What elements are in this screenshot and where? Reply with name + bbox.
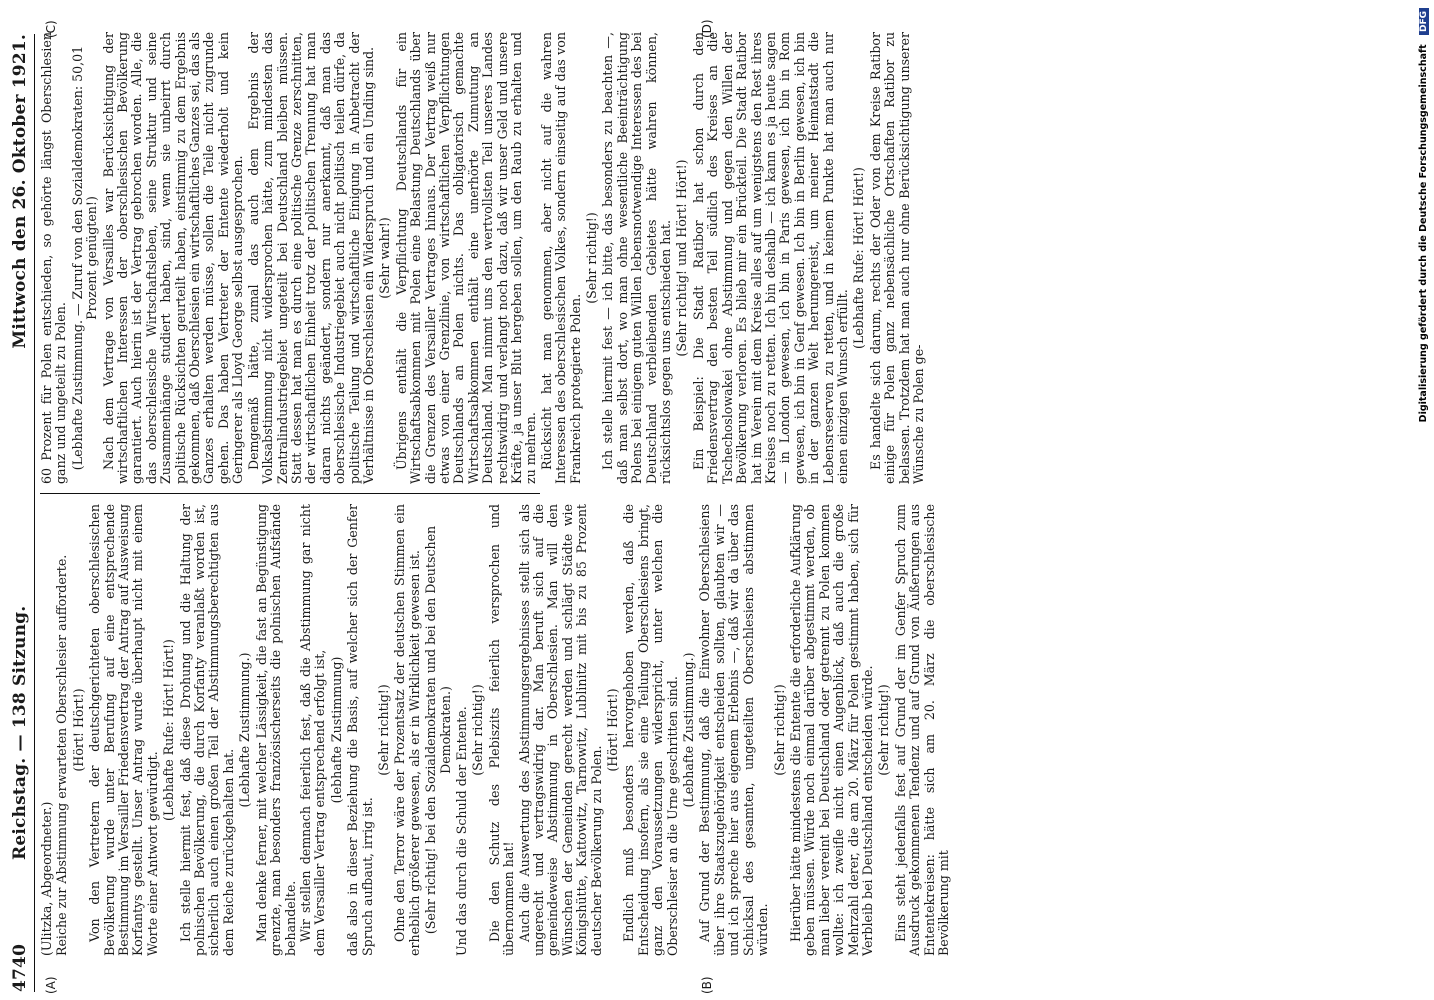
interjection: (Sehr richtig!) bbox=[470, 684, 486, 776]
interjection: (Sehr richtig!) bbox=[375, 684, 391, 776]
right-text-column bbox=[40, 32, 927, 484]
paragraph: Von den Vertretern der deutschgerichteten oberschlesischen Bevölkerung wurde unter Berufung auf eine entsprechende Bestimmung im Versailler Friedensvertrag der Antrag auf Ausweisung Korfantys gestellt. Unser Antrag wurde überhaupt nicht mit einem Worte einer Antwort gewürdigt. bbox=[87, 504, 160, 956]
paragraph: daß also in dieser Beziehung die Basis, auf welcher sich der Genfer Spruch aufbaut, irrig ist. bbox=[345, 504, 375, 956]
paragraph: Endlich muß besonders hervorgehoben werden, daß die Entscheidung insofern, als sie eine Teilung Oberschlesiens bringt, ganz den Voraussetzungen widerspricht, unter welchen die Oberschlesier an die Urne geschritten sind. bbox=[621, 504, 680, 956]
interjection: (Lebhafte Zustimmung.) bbox=[237, 652, 253, 808]
interjection: (Lebhafte Zustimmung.) bbox=[681, 652, 697, 808]
left-text-column bbox=[40, 504, 952, 956]
dfg-logo: DFG bbox=[1419, 8, 1429, 35]
margin-marker-c: (C) bbox=[44, 20, 58, 38]
paragraph: Ein Beispiel: Die Stadt Ratibor hat schon durch den Friedensvertrag den besten Teil südlich des Kreises an die Tschechoslowakei ohne Abstimmung und gegen den Willen der Bevölkerung verloren. Es blieb mir ein Brückteil. Die Stadt Ratibor hat im Verein mit dem Kreise alles auf um wenigstens den Rest ihres Kreises noch zu retten. Ich bin deshalb — ich kann es ja heute sagen — in London gewesen, ich bin in Paris gewesen, ich bin in Rom gewesen, ich bin in Genf gewesen. Ich bin in Berlin gewesen, ich bin in der ganzen Welt herumgereist, um meiner Heimatstadt die Lebensreserven zu retten, und in keinem Punkte hat man auch nur einen einzigen Wunsch erfüllt. bbox=[690, 32, 850, 484]
paragraph: Es handelte sich darum, rechts der Oder von dem Kreise Ratibor einige für Polen ganz nebensächliche Ortschaften Ratibor zu belassen. Trotzdem hat man auch nur ohne Berücksichtigung unserer Wünsche zu Polen ge- bbox=[867, 32, 926, 484]
paragraph: Auch die Auswertung des Abstimmungsergebnisses stellt sich als ungerecht und vertragswidrig dar. Man beruft sich auf die gemeindeweise Abstimmung in Oberschlesien. Man will den Wünschen der Gemeinden gerecht werden und schlägt Städte wie Königshütte, Kattowitz, Tarnowitz, Lublinitz mit bis zu 85 Prozent deutscher Bevölkerung zu Polen. bbox=[516, 504, 604, 956]
session-title: Reichstag. — 138 Sitzung. bbox=[10, 605, 30, 860]
paragraph: Die den Schutz des Plebiszits feierlich versprochen und übernommen hat! bbox=[486, 504, 517, 956]
paragraph: Auf Grund der Bestimmung, daß die Einwohner Oberschlesiens über ihre Staatszugehörigkeit entscheiden sollten, glaubten wir — und ich spreche hier aus eigenem Erlebnis —, daß wir da über das Schicksal des gesamten, ungeteilten Oberschlesiens abstimmen würden. bbox=[697, 504, 771, 956]
paragraph: Hierüber hätte mindestens die Entente die erforderliche Aufklärung geben müssen. Würde noch einmal darüber abgestimmt werden, ob man lieber vereint bei Deutschland oder getrennt zu Polen kommen wollte: ich zweifle nicht einen Augenblick, daß auch die große Mehrzahl derer, die am 20. März für Polen gestimmt haben, sich für Verbleib bei Deutschland entscheiden würde. bbox=[787, 504, 875, 956]
interjection: (Sehr wahr!) bbox=[377, 217, 393, 299]
header-rule bbox=[34, 34, 35, 992]
interjection: (Hört! Hört!) bbox=[605, 688, 621, 772]
interjection: (Lebhafte Rufe: Hört! Hört!) bbox=[161, 639, 177, 821]
paragraph: 60 Prozent für Polen entschieden, so gehörte längst Oberschlesien ganz und ungeteilt zu Polen. bbox=[39, 32, 69, 484]
paragraph: (Ulitzka, Abgeordneter.) bbox=[39, 801, 54, 956]
paragraph: Wir stellen demnach feierlich fest, daß die Abstimmung gar nicht dem Versailler Vertrag entsprechend erfolgt ist, bbox=[297, 504, 328, 956]
paragraph: Rücksicht hat man genommen, aber nicht auf die wahren Interessen des oberschlesischen Volkes, sondern einseitig auf das von Frankreich protegierte Polen. bbox=[538, 32, 583, 484]
margin-marker-b: (B) bbox=[700, 976, 714, 994]
interjection: (Sehr richtig!) bbox=[771, 684, 787, 776]
margin-marker-d: (D) bbox=[700, 19, 714, 38]
interjection: (Lebhafte Rufe: Hört! Hört!) bbox=[851, 167, 867, 349]
interjection: (Sehr richtig! bei den Sozialdemokraten und bei den Deutschen Demokraten.) bbox=[423, 525, 453, 935]
page-header bbox=[8, 0, 34, 1000]
paragraph: Nach dem Vertrage von Versailles war Berücksichtigung der wirtschaftlichen Interessen der oberschlesischen Bevölkerung garantiert. Auch hierin ist der Vertrag gebrochen worden. Alle, die das oberschlesische Wirtschaftsleben, seine Struktur und seine Zusammenhänge studiert haben, sind, wenn sie unbeirrt durch politische Rücksichten geurteilt haben, einstimmig zu dem Ergebnis gekommen, daß Oberschlesien ein wirtschaftliches Ganzes sei, das als Ganzes erhalten werden müsse, sollen die Teile nicht zugrunde gehen. Das haben Vertreter der Entente wiederholt und kein Geringerer als Lloyd George selbst ausgesprochen. bbox=[100, 32, 246, 484]
interjection: (lebhafte Zustimmung) bbox=[328, 656, 344, 804]
paragraph: Demgemäß hätte, zumal das auch dem Ergebnis der Volksabstimmung nicht widersprochen hätte, zum mindesten das Zentralindustriegebiet ungeteilt bei Deutschland bleiben müssen. Statt dessen hat man es durch eine politische Grenze zerschnitten, der wirtschaftlichen Einheit trotz der politischen Trennung hat man daran nichts geändert, sondern nur anerkannt, daß man das oberschlesische Industriegebiet auch nicht politisch teilen dürfe, da politische Teilung und wirtschaftliche Einigung in Anbetracht der Verhältnisse in Oberschlesien ein Widerspruch und ein Unding sind. bbox=[245, 32, 376, 484]
paragraph: Ohne den Terror wäre der Prozentsatz der deutschen Stimmen ein erheblich größerer gewesen, als er in Wirklichkeit gewesen ist. bbox=[392, 504, 422, 956]
paragraph: Man denke ferner, mit welcher Lässigkeit, die fast an Begünstigung grenzte, man besonders französischerseits die polnischen Aufstände behandelte. bbox=[253, 504, 298, 956]
session-date: Mittwoch den 26. Oktober 1921. bbox=[10, 34, 30, 349]
interjection: (Sehr richtig!) bbox=[876, 684, 892, 776]
paragraph: Ich stelle hiermit fest — ich bitte, das besonders zu beachten —, daß man selbst dort, wo man ohne wesentliche Beeinträchtigung Polens bei einigem guten Willen lebensnotwendige Interessen des bei Deutschland verbleibenden Gebietes hätte wahren können, rücksichtslos gegen uns entschieden hat. bbox=[600, 32, 674, 484]
paragraph: Und das durch die Schuld der Entente. bbox=[453, 706, 469, 956]
interjection: (Hört! Hört!) bbox=[70, 688, 86, 772]
digitization-note bbox=[1418, 8, 1432, 992]
margin-marker-a: (A) bbox=[44, 976, 58, 994]
digitization-credit: Digitalisierung gefördert durch die Deutsche Forschungsgemeinschaft bbox=[1418, 44, 1429, 423]
column-divider bbox=[40, 493, 540, 494]
interjection: (Sehr richtig! und Hört! Hört!) bbox=[674, 159, 690, 357]
paragraph: Eins steht jedenfalls fest auf Grund der im Genfer Spruch zum Ausdruck gekommenen Tendenz und auf Grund von Äußerungen aus Ententekreisen: hätte sich am 20. März die oberschlesische Bevölkerung mit bbox=[892, 504, 951, 956]
paragraph: Ich stelle hiermit fest, daß diese Drohung und die Haltung der polnischen Bevölkerung, die durch Korfanty veranlaßt worden ist, sicherlich auch einen großen Teil der Abstimmungsberechtigten aus dem Reiche zurückgehalten hat. bbox=[177, 504, 236, 956]
paragraph: Übrigens enthält die Verpflichtung Deutschlands für ein Wirtschaftsabkommen mit Polen eine Belastung Deutschlands über die Grenzen des Versailler Vertrages hinaus. Der Vertrag weiß nur etwas von einer Grenzlinie, von wirtschaftlichen Verpflichtungen Deutschlands an Polen nichts. Das obligatorisch gemachte Wirtschaftsabkommen enthält eine unerhörte Zumutung an Deutschland. Man nimmt uns den wertvollsten Teil unseres Landes rechtswidrig und verlangt noch dazu, daß wir unser Geld und unsere Kräfte, ja unser Blut hergeben sollen, um den Raub zu erhalten und zu mehren. bbox=[393, 32, 539, 484]
interjection: (Sehr richtig!) bbox=[584, 212, 600, 304]
page-number: 4740 bbox=[10, 943, 30, 992]
paragraph: Reiche zur Abstimmung erwarteten Oberschlesier aufforderte. bbox=[54, 554, 70, 956]
interjection: (Lebhafte Zustimmung. — Zuruf von den Sozialdemokraten: 50,01 Prozent genügten!) bbox=[69, 45, 100, 471]
